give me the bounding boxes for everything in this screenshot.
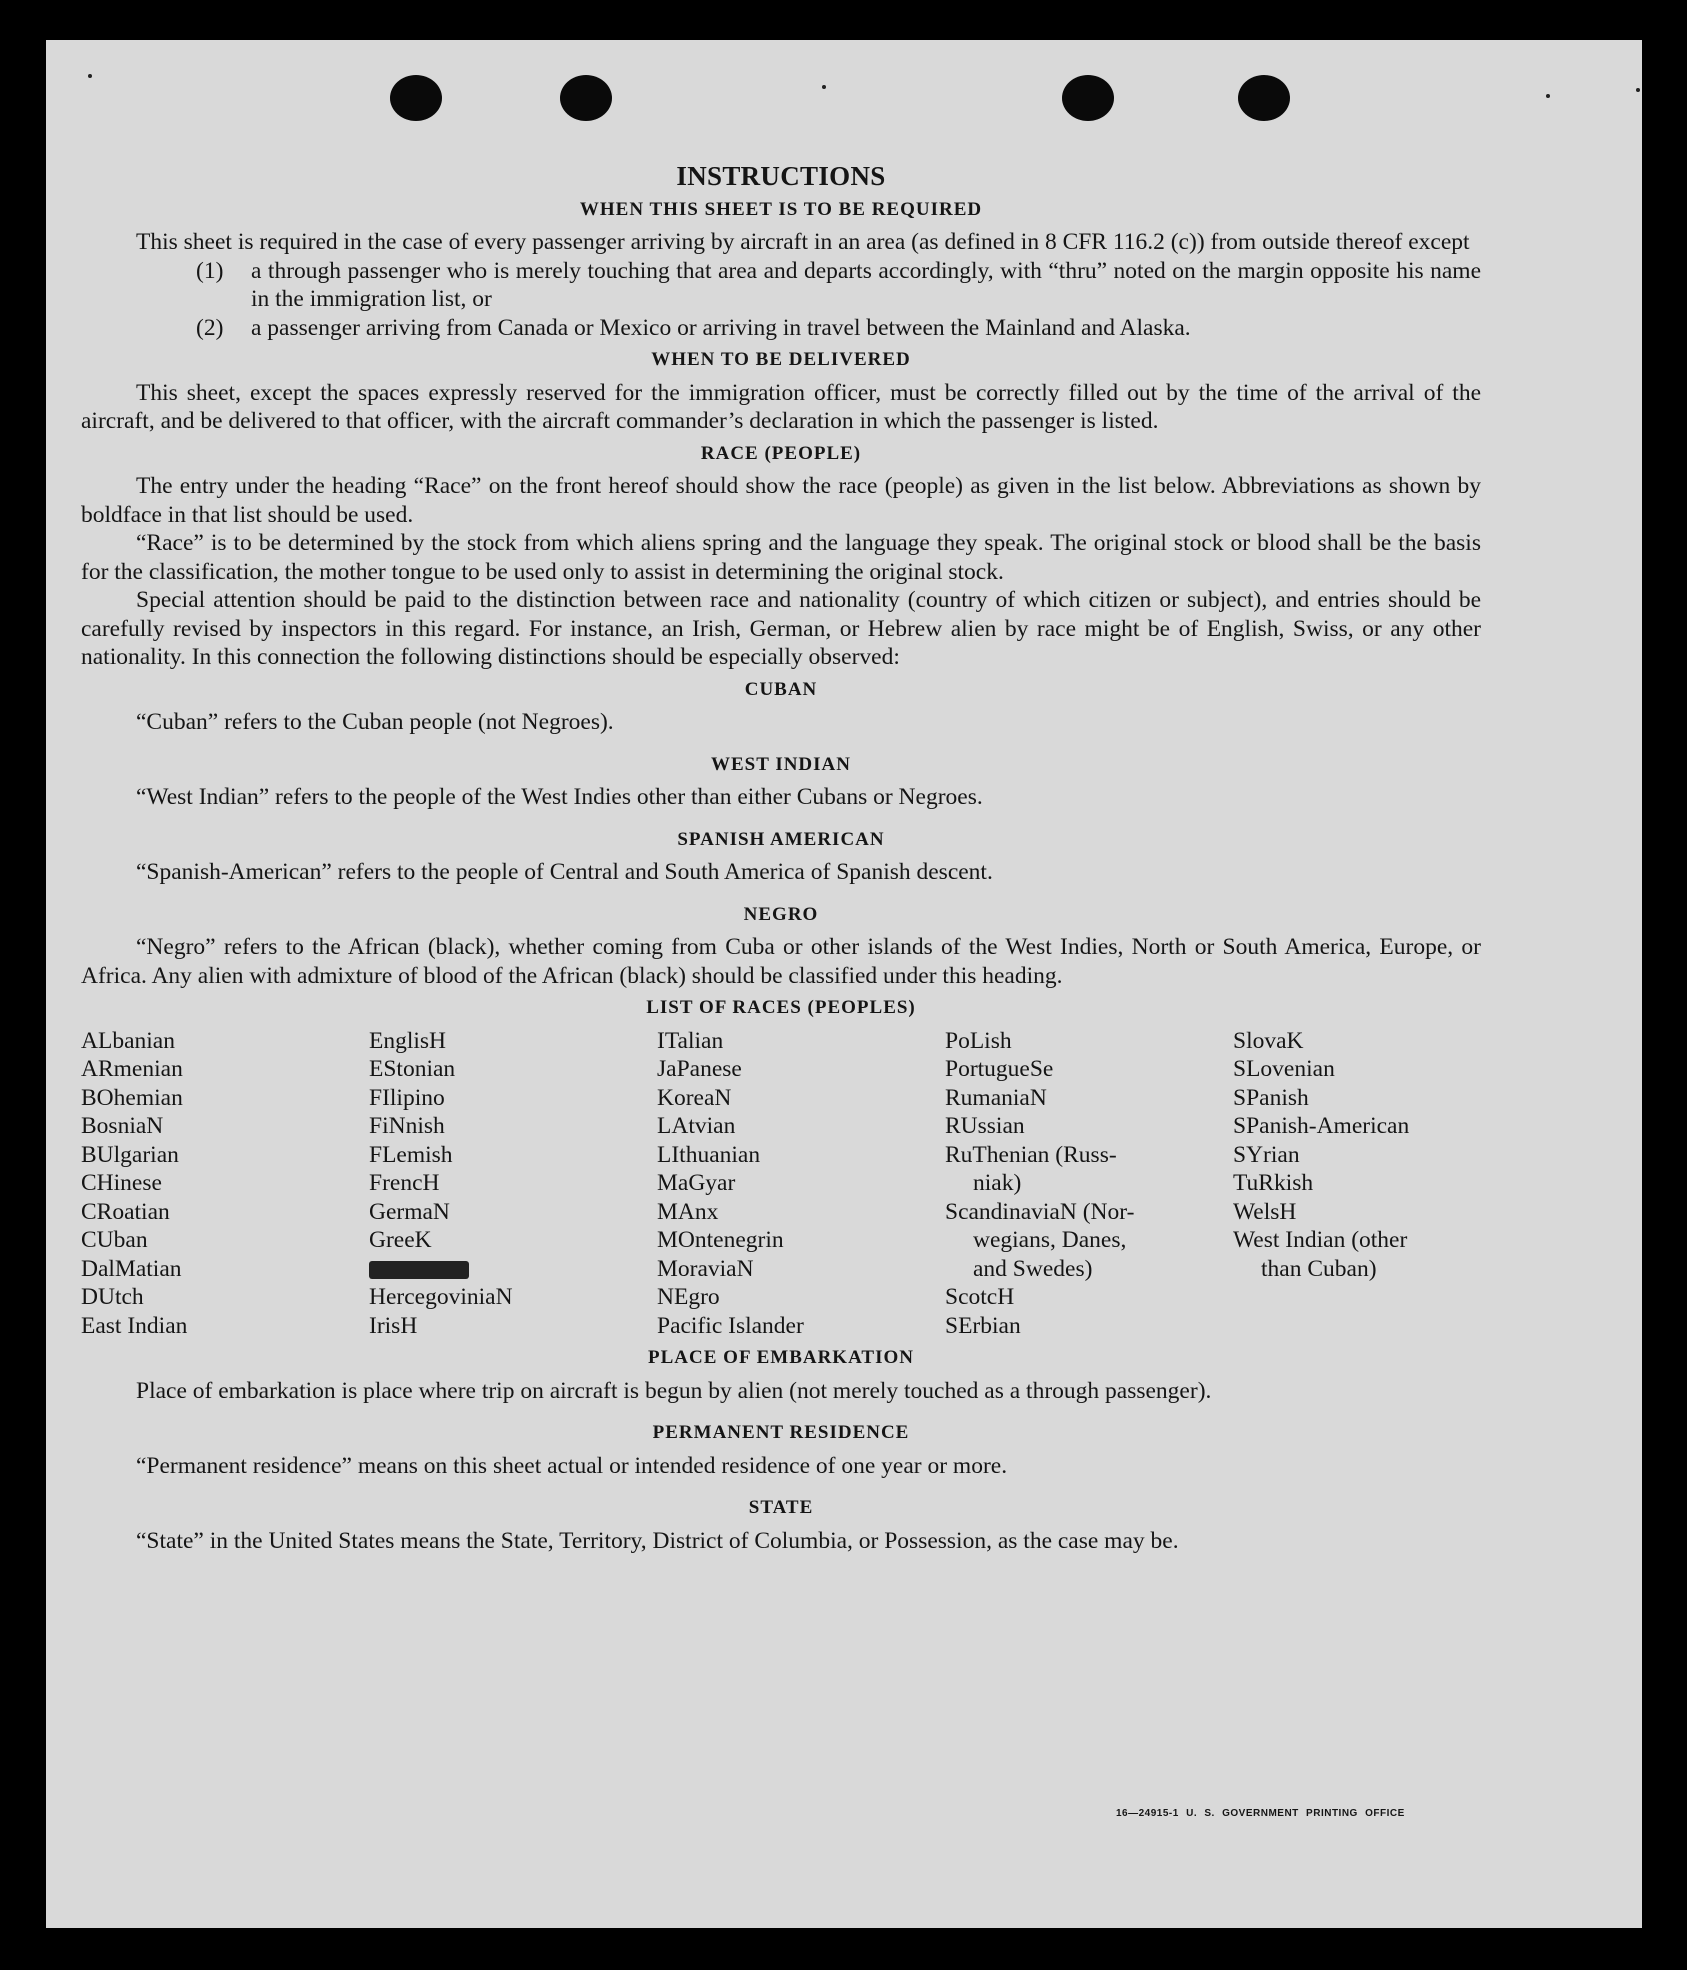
heading-spanish-american: SPANISH AMERICAN (677, 828, 885, 850)
race-entry: CHinese (81, 1170, 162, 1196)
race-entry: TuRkish (1233, 1170, 1314, 1196)
race-entry: KoreaN (657, 1084, 732, 1111)
race-entry-continued: wegians, Danes, (973, 1227, 1127, 1253)
race-entry: ARmenian (81, 1056, 183, 1082)
heading-state: STATE (748, 1497, 814, 1518)
race-paragraph: “Race” is to be determined by the stock from which aliens spring and the language they speak. The original stock or blood shall be the basis for the classification, the mother tongue to be used only to assist in determining the original stock. (81, 530, 1481, 585)
race-entry: EStonian (369, 1056, 456, 1082)
race-entry: DalMatian (81, 1255, 182, 1282)
races-column (945, 1027, 1233, 1341)
race-entry: HercegoviniaN (369, 1284, 513, 1310)
punch-hole (1238, 75, 1290, 121)
item-text: a through passenger who is merely touching that area and departs accordingly, with “thru” noted on the margin opposite his name in the immigration list, or (251, 257, 1481, 312)
race-entry: CRoatian (81, 1198, 170, 1225)
state-text: “State” in the United States means the State, Territory, District of Columbia, or Possession, as the case may be. (136, 1527, 1179, 1554)
delivered-text: This sheet, except the spaces expressly reserved for the immigration officer, must be correctly filled out by the time of the arrival of the aircraft, and be delivered to that officer, with the aircraft commander’s declaration in which the passenger is listed. (81, 379, 1481, 434)
race-entry: GermaN (369, 1198, 450, 1225)
races-column (369, 1027, 657, 1341)
race-entry: ScandinaviaN (Nor- (945, 1198, 1135, 1225)
race-entry: RUssian (945, 1113, 1025, 1139)
speck (1636, 88, 1640, 92)
heading-negro: NEGRO (743, 903, 819, 925)
race-paragraph: Special attention should be paid to the distinction between race and nationality (country of which citizen or subject), and entries should be carefully revised by inspectors in this regard. For instance, an Irish, German, or Hebrew alien by race might be of English, Swiss, or any other nationality. In this connection the following distinctions should be especially observed: (81, 587, 1481, 670)
speck (1546, 94, 1550, 98)
race-entry-continued: niak) (973, 1170, 1022, 1196)
heading-west-indian: WEST INDIAN (711, 753, 851, 775)
race-entry: SlovaK (1233, 1027, 1304, 1054)
race-entry: FrencH (369, 1170, 440, 1196)
heading-race: RACE (PEOPLE) (700, 442, 862, 464)
race-entry: MaGyar (657, 1170, 736, 1196)
race-entry: NEgro (657, 1284, 720, 1310)
race-entry: SErbian (945, 1312, 1021, 1339)
race-entry: SPanish (1233, 1084, 1309, 1111)
race-entry: RumaniaN (945, 1084, 1047, 1111)
race-entry: ScotcH (945, 1284, 1015, 1310)
required-item (196, 257, 1481, 314)
race-entry: SLovenian (1233, 1056, 1335, 1082)
race-entry: BUlgarian (81, 1141, 179, 1168)
heading-required: WHEN THIS SHEET IS TO BE REQUIRED (579, 198, 983, 220)
spanish-american-text: “Spanish-American” refers to the people of Central and South America of Spanish descent. (136, 859, 993, 885)
punch-hole (390, 75, 442, 121)
west-indian-text: “West Indian” refers to the people of the West Indies other than either Cubans or Negroes. (136, 784, 983, 810)
race-entry: BosniaN (81, 1113, 164, 1139)
heading-cuban: CUBAN (744, 678, 818, 700)
race-entry-redacted (369, 1255, 657, 1284)
race-entry: ITalian (657, 1027, 724, 1054)
race-entry: East Indian (81, 1312, 188, 1339)
instructions-content (81, 162, 1481, 1555)
race-entry: FiNnish (369, 1113, 445, 1139)
heading-delivered: WHEN TO BE DELIVERED (651, 349, 911, 370)
race-entry: GreeK (369, 1227, 432, 1253)
race-entry: FIlipino (369, 1084, 445, 1111)
race-entry: Pacific Islander (657, 1312, 804, 1339)
race-entry: MAnx (657, 1198, 719, 1225)
negro-text: “Negro” refers to the African (black), whether coming from Cuba or other islands of the West Indies, North or South America, Europe, or Africa. Any alien with admixture of blood of the African (black) should be classified under this heading. (81, 934, 1481, 989)
race-entry: ALbanian (81, 1027, 175, 1054)
cuban-text: “Cuban” refers to the Cuban people (not Negroes). (136, 709, 614, 735)
race-entry: LAtvian (657, 1113, 736, 1139)
race-entry: West Indian (other (1233, 1227, 1408, 1253)
embarkation-text: Place of embarkation is place where trip on aircraft is begun by alien (not merely touched as a through passenger). (136, 1377, 1212, 1404)
race-entry: DUtch (81, 1284, 144, 1310)
race-entry: FLemish (369, 1141, 453, 1168)
races-column (81, 1027, 369, 1341)
races-list (81, 1027, 1481, 1341)
residence-text: “Permanent residence” means on this sheet actual or intended residence of one year or more. (136, 1452, 1008, 1479)
document-sheet (46, 40, 1642, 1928)
required-item (196, 314, 1481, 343)
race-entry: EnglisH (369, 1027, 447, 1054)
heading-embarkation: PLACE OF EMBARKATION (648, 1347, 914, 1368)
race-entry: MOntenegrin (657, 1227, 784, 1253)
race-entry: SPanish-American (1233, 1113, 1410, 1139)
race-entry: SYrian (1233, 1141, 1300, 1168)
redaction-mark (369, 1261, 469, 1279)
speck (88, 74, 92, 78)
heading-permanent-residence: PERMANENT RESIDENCE (652, 1422, 910, 1443)
speck (822, 85, 826, 89)
race-entry: WelsH (1233, 1198, 1297, 1225)
race-entry: IrisH (369, 1312, 418, 1339)
race-entry: RuThenian (Russ- (945, 1141, 1117, 1168)
race-entry: PortugueSe (945, 1056, 1054, 1082)
race-entry: MoraviaN (657, 1255, 754, 1282)
race-paragraph: The entry under the heading “Race” on the front hereof should show the race (people) as given in the list below. Abbreviations as shown by boldface in that list should be used. (81, 473, 1481, 528)
race-entry: CUban (81, 1227, 148, 1253)
item-number: (2) (196, 314, 224, 341)
punch-hole (1062, 75, 1114, 121)
race-entry: LIthuanian (657, 1141, 761, 1168)
races-column (1233, 1027, 1493, 1341)
race-entry: JaPanese (657, 1056, 742, 1082)
race-entry-continued: and Swedes) (973, 1255, 1093, 1282)
race-entry: BOhemian (81, 1084, 183, 1111)
race-entry: PoLish (945, 1027, 1012, 1054)
page-title: INSTRUCTIONS (676, 161, 886, 191)
item-number: (1) (196, 257, 224, 284)
punch-hole (560, 75, 612, 121)
race-entry-continued: than Cuban) (1261, 1255, 1377, 1282)
item-text: a passenger arriving from Canada or Mexico or arriving in travel between the Mainland and Alaska. (251, 314, 1191, 341)
required-intro: This sheet is required in the case of every passenger arriving by aircraft in an area (as defined in 8 CFR 116.2 (c)) from outside thereof except (136, 229, 1470, 255)
heading-list-of-races: LIST OF RACES (PEOPLES) (646, 997, 916, 1018)
races-column (657, 1027, 945, 1341)
printing-office-code: 16—24915-1 U. S. GOVERNMENT PRINTING OFFICE (1116, 1808, 1405, 1819)
